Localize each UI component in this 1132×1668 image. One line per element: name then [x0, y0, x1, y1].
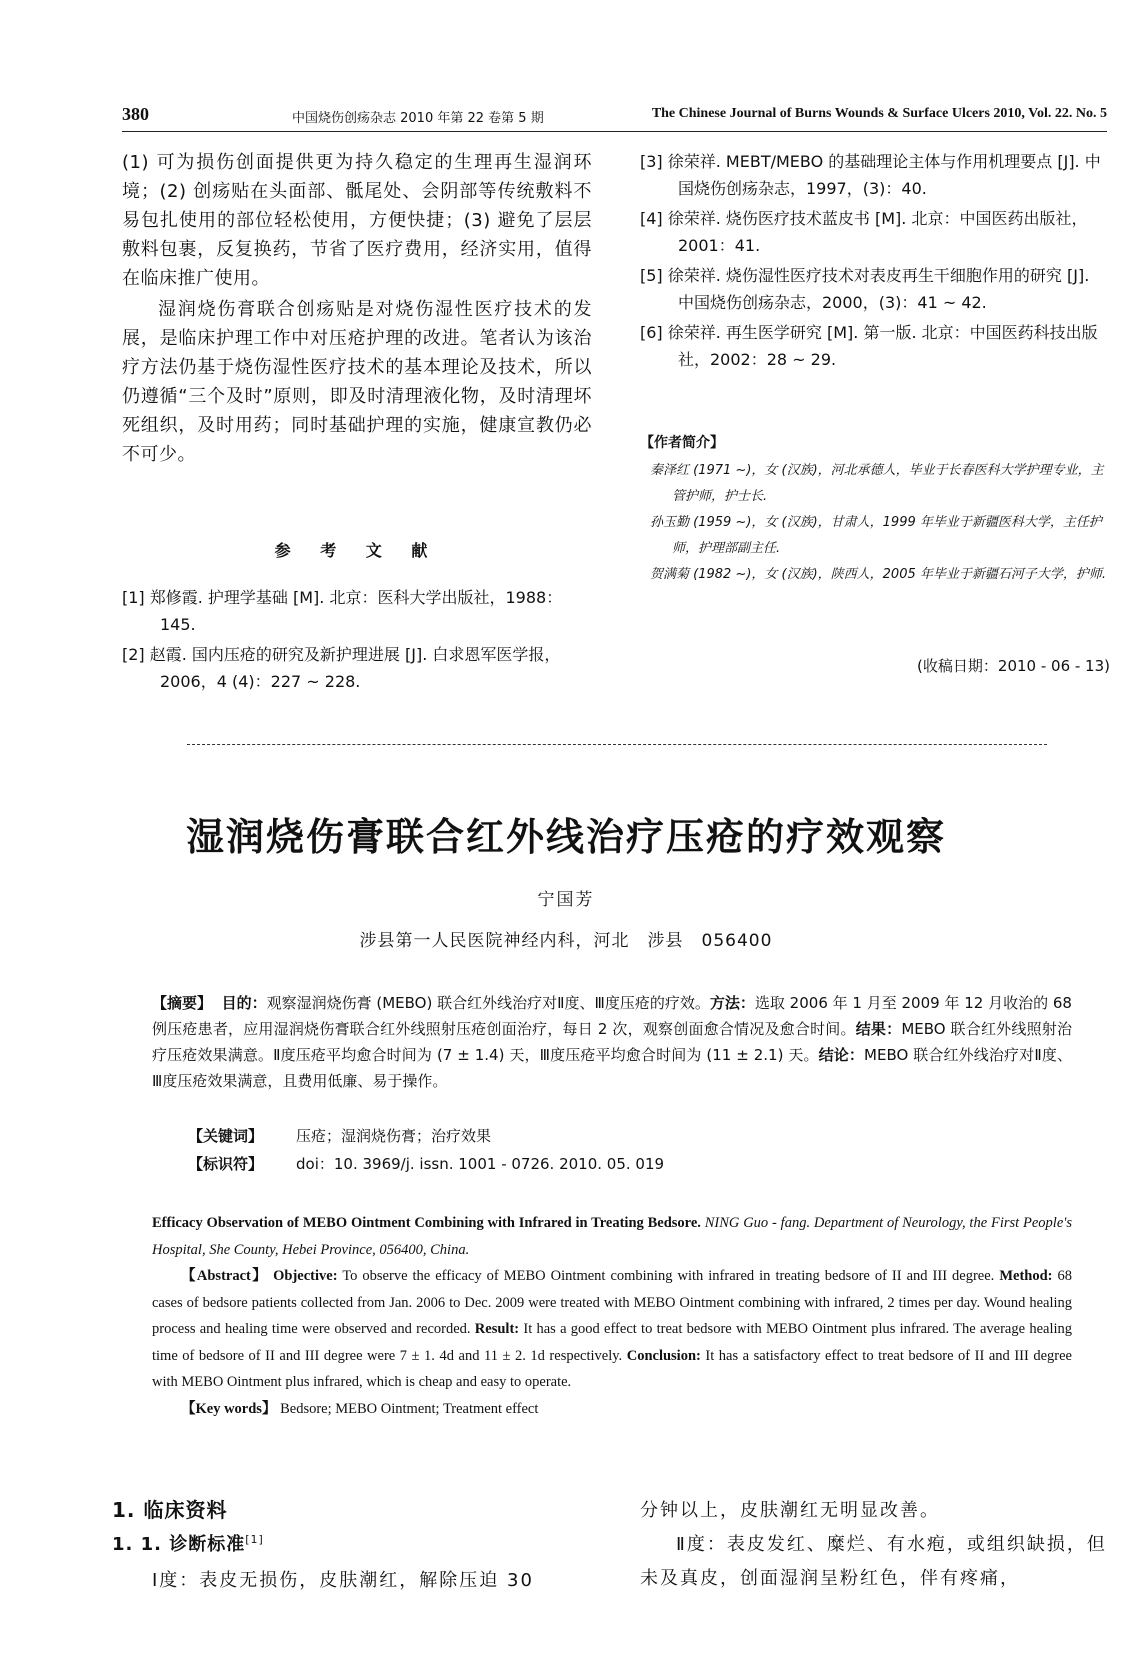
article-title: 湿润烧伤膏联合红外线治疗压疮的疗效观察 — [185, 815, 946, 859]
en-abstract-label: 【Abstract】 — [181, 1268, 269, 1284]
reference-item: [4] 徐荣祥. 烧伤医疗技术蓝皮书 [M]. 北京：中国医药出版社，2001：41. — [640, 209, 1088, 255]
abstract-en — [152, 1210, 1072, 1422]
body-text-right — [640, 1494, 1110, 1596]
en-result-label: Result: — [474, 1321, 520, 1337]
identifier-label: 【标识符】 — [188, 1155, 264, 1173]
prev-paragraph: 湿润烧伤膏联合创疡贴是对烧伤湿性医疗技术的发展，是临床护理工作中对压疮护理的改进。笔者认为该治疗方法仍基于烧伤湿性医疗技术的基本理论及技术，所以仍遵循“三个及时”原则，即及时清理液化物，及时清理坏死组织，及时用药；同时基础护理的实施，健康宣教仍必不可少。 — [122, 299, 592, 465]
citation-marker: [1] — [245, 1533, 264, 1546]
author-intro — [640, 432, 1110, 588]
prev-paragraph: (1) 可为损伤创面提供更为持久稳定的生理再生湿润环境；(2) 创疡贴在头面部、骶尾处、会阴部等传统敷料不易包扎使用的部位轻松使用，方便快捷；(3) 避免了层层敷料包裹，反复换药，节省了医疗费用，经济实用，值得在临床推广使用。 — [122, 152, 592, 289]
author-intro-item: 孙玉勤 (1959 ~)，女 (汉族)，甘肃人，1999 年毕业于新疆医科大学，主任护师，护理部副主任. — [650, 515, 1102, 556]
en-objective-label: Objective: — [273, 1268, 338, 1284]
keywords-text: 压疮；湿润烧伤膏；治疗效果 — [296, 1127, 492, 1145]
author-intro-item: 贺满菊 (1982 ~)，女 (汉族)，陕西人，2005 年毕业于新疆石河子大学，护师. — [650, 567, 1107, 582]
en-objective-text: To observe the efficacy of MEBO Ointment combining with infrared in treating bedsore of II and III degree. — [342, 1268, 995, 1284]
author-intro-title: 【作者简介】 — [640, 435, 724, 451]
page-number: 380 — [122, 104, 149, 124]
conclusion-label: 结论： — [818, 1046, 865, 1064]
method-label: 方法： — [709, 994, 755, 1012]
reference-item: [6] 徐荣祥. 再生医学研究 [M]. 第一版. 北京：中国医药科技出版社，2002：28 ~ 29. — [640, 323, 1098, 369]
body-text-left: Ⅰ度：表皮无损伤，皮肤潮红，解除压迫 30 — [152, 1570, 534, 1591]
en-conclusion-label: Conclusion: — [626, 1347, 701, 1364]
result-text: MEBO 联合红外线照射治疗压疮效果满意。Ⅱ度压疮平均愈合时间为 (7 ± 1.4) 天，Ⅲ度压疮平均愈合时间为 (11 ± 2.1) 天。 — [152, 1020, 1072, 1064]
prev-article-left-column — [122, 148, 592, 469]
reference-item: [3] 徐荣祥. MEBT/MEBO 的基础理论主体与作用机理要点 [J]. 中国烧伤创疡杂志，1997，(3)：40. — [640, 152, 1101, 198]
reference-item: [2] 赵霞. 国内压疮的研究及新护理进展 [J]. 白求恩军医学报，2006，4 (4)：227 ~ 228. — [122, 645, 561, 691]
english-title: Efficacy Observation of MEBO Ointment Combining with Infrared in Treating Bedsore. — [152, 1215, 701, 1231]
identifier-row — [188, 1153, 664, 1174]
objective-text: 观察湿润烧伤膏 (MEBO) 联合红外线治疗对Ⅱ度、Ⅲ度压疮的疗效。 — [266, 994, 710, 1012]
en-keywords-text: Bedsore; MEBO Ointment; Treatment effect — [280, 1400, 539, 1417]
subsection-heading-text: 1. 1. 诊断标准 — [112, 1534, 246, 1555]
reference-item: [5] 徐荣祥. 烧伤湿性医疗技术对表皮再生干细胞作用的研究 [J]. 中国烧伤创疡杂志，2000，(3)：41 ~ 42. — [640, 266, 1090, 312]
received-date: (收稿日期：2010 - 06 - 13) — [917, 657, 1110, 675]
subsection-heading — [112, 1530, 264, 1556]
en-result-text: It has a good effect to treat bedsore with MEBO Ointment plus infrared. The average healing time of bedsore of II and III degree were 7 ± 1. 4d and 11 ± 2. 1d respectively. — [152, 1321, 1072, 1364]
section-heading: 1. 临床资料 — [112, 1498, 228, 1522]
abstract-cn — [152, 990, 1072, 1094]
en-keywords-label: 【Key words】 — [181, 1400, 277, 1417]
keywords-row — [188, 1125, 491, 1146]
journal-name-cn: 中国烧伤创疡杂志 2010 年第 22 卷第 5 期 — [292, 111, 544, 126]
header-rule — [122, 131, 1107, 132]
conclusion-text: MEBO 联合红外线治疗对Ⅱ度、Ⅲ度压疮效果满意，且费用低廉、易于操作。 — [152, 1046, 1072, 1090]
english-author-affiliation: NING Guo - fang. Department of Neurology, the First People's Hospital, She County, Hebei Province, 056400, China. — [152, 1215, 1073, 1258]
author-intro-item: 秦泽红 (1971 ~)，女 (汉族)，河北承德人，毕业于长春医科大学护理专业，主管护师，护士长. — [650, 463, 1104, 504]
body-paragraph: Ⅱ度：表皮发红、糜烂、有水疱，或组织缺损，但未及真皮，创面湿润呈粉红色，伴有疼痛， — [640, 1534, 1107, 1589]
body-paragraph: 分钟以上，皮肤潮红无明显改善。 — [640, 1500, 940, 1521]
article-affiliation: 涉县第一人民医院神经内科，河北 涉县 056400 — [359, 931, 773, 951]
doi-text: doi：10. 3969/j. issn. 1001 - 0726. 2010. 05. 019 — [296, 1155, 665, 1173]
journal-name-en: The Chinese Journal of Burns Wounds & Surface Ulcers 2010, Vol. 22. No. 5 — [651, 106, 1107, 121]
keywords-label: 【关键词】 — [188, 1127, 264, 1145]
references-right — [640, 148, 1110, 376]
abstract-label: 【摘要】 — [152, 994, 213, 1012]
result-label: 结果： — [855, 1020, 902, 1038]
en-method-label: Method: — [999, 1268, 1053, 1284]
references-title: 参 考 文 献 — [274, 541, 440, 560]
method-text: 选取 2006 年 1 月至 2009 年 12 月收治的 68 例压疮患者，应用湿润烧伤膏联合红外线照射压疮创面治疗，每日 2 次，观察创面愈合情况及愈合时间。 — [152, 994, 1072, 1038]
en-conclusion-text: It has a satisfactory effect to treat bedsore of II and III degree with MEBO Ointment plus infrared, which is cheap and easy to operate. — [152, 1347, 1072, 1390]
article-author: 宁国芳 — [537, 890, 595, 910]
en-method-text: 68 cases of bedsore patients collected from Jan. 2006 to Dec. 2009 were treated with MEBO Ointment combining with infrared, 2 times per day. Wound healing process and healing time were observed and recorded. — [152, 1268, 1073, 1337]
article-separator — [187, 744, 1047, 745]
running-header — [122, 104, 1107, 130]
objective-label: 目的： — [221, 994, 267, 1012]
references-left — [122, 584, 592, 698]
reference-item: [1] 郑修霞. 护理学基础 [M]. 北京：医科大学出版社，1988：145. — [122, 588, 563, 634]
